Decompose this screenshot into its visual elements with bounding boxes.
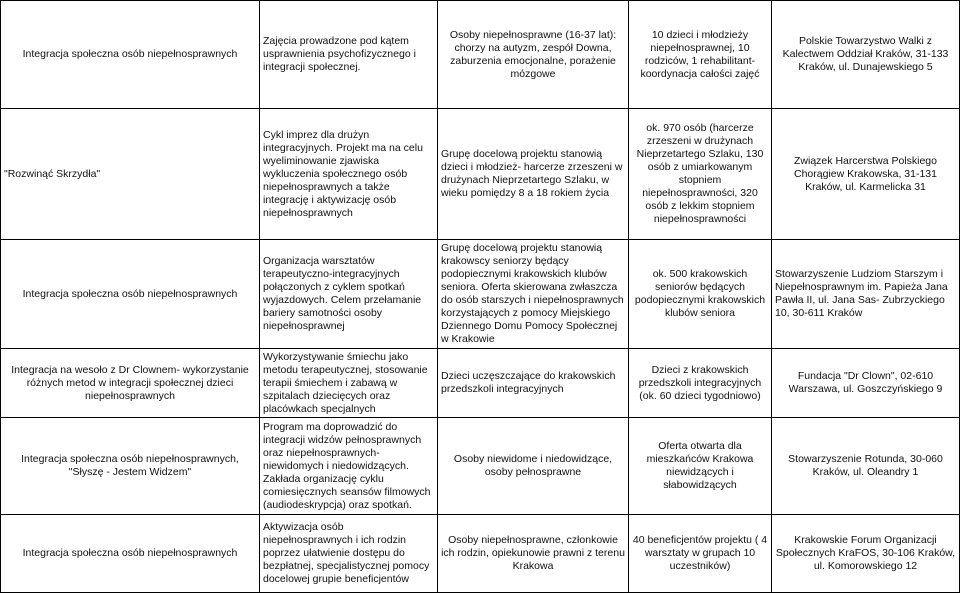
table-row-5-name: Integracja społeczna osób niepełnosprawnych, "Słyszę - Jestem Widzem" (21, 453, 239, 478)
table-row-4-participants: Dzieci z krakowskich przedszkoli integracyjnych (ok. 60 dzieci tygodniowo) (638, 363, 762, 402)
table-row-6-target-group: Osoby niepełnosprawne, członkowie ich rodzin, opiekunowie prawni z terenu Krakowa (441, 534, 625, 572)
table-row-5-target-group: Osoby niewidome i niedowidzące, osoby pełnosprawne (453, 453, 613, 478)
table-row-1-organization: Polskie Towarzystwo Walki z Kalectwem Oddział Kraków, 31-133 Kraków, ul. Dunajewskiego 5 (782, 35, 949, 73)
table-row-6-description: Aktywizacja osób niepełnosprawnych i ich rodzin poprzez ułatwienie dostępu do bezpłatnej, specjalistycznej pomocy docelowej grupie beneficjentów (263, 521, 430, 585)
table-row-1-description: Zajęcia prowadzone pod kątem usprawnienia psychofizycznego i integracji społecznej. (263, 35, 416, 73)
table-row-4-target-group: Dzieci uczęszczające do krakowskich przedszkoli integracyjnych (441, 370, 616, 395)
table-row-6-organization: Krakowskie Forum Organizacji Społecznych KraFOS, 30-106 Kraków, ul. Komorowskiego 12 (775, 534, 956, 572)
table-row-1-target-group: Osoby niepełnosprawne (16-37 lat): chorzy na autyzm, zespół Downa, zaburzenia emocjonalne, porażenie mózgowe (449, 28, 617, 80)
table-row-6-name: Integracja społeczna osób niepełnosprawnych (22, 547, 238, 559)
table-row-2-organization: Związek Harcerstwa Polskiego Chorągiew Krakowska, 31-131 Kraków, ul. Karmelicka 31 (794, 154, 937, 193)
table-row-1-name: Integracja społeczna osób niepełnosprawnych (22, 48, 238, 60)
table-row-2-target-group: Grupę docelową projektu stanowią dzieci i młodzież- harcerze zrzeszeni w drużynach Nieprzetartego Szlaku, w wieku pomiędzy 8 a 18 rokiem życia (441, 148, 623, 199)
table-row-2-description: Cykl imprez dla drużyn integracyjnych. Projekt ma na celu wyeliminowanie zjawiska wykluczenia społecznego osób niepełnosprawnych a także integrację i aktywizację osób niepełnosprawnych (263, 128, 423, 219)
table-row-4-description: Wykorzystywanie śmiechu jako metodu terapeutycznej, stosowanie terapii śmiechem i zabawą w szpitalach dziecięcych oraz placówkach specjalnych (263, 350, 428, 415)
table-row-2-participants: ok. 970 osób (harcerze zrzeszeni w drużynach Nieprzetartego Szlaku, 130 osób z umiarkowanym stopniem niepełnosprawności, 320 osób z lekkim stopniem niepełnosprawności (636, 122, 764, 225)
table-row-4-name: Integracja na wesoło z Dr Clownem- wykorzystanie różnych metod w integracji społecznej dzieci niepełnosprawnych (11, 363, 249, 402)
table-row-3-organization: Stowarzyszenie Ludziom Starszym i Niepełnosprawnym im. Papieża Jana Pawła II, ul. Jana Sas- Zubrzyckiego 10, 30-611 Kraków (775, 268, 948, 319)
table-row-3-participants: ok. 500 krakowskich seniorów będących podopiecznymi krakowskich klubów seniora (634, 268, 766, 319)
table-row-3-description: Organizacja warsztatów terapeutyczno-integracyjnych połączonych z cyklem spotkań wyjazdowych. Celem przełamanie bariery samotności osoby niepełnosprawnej (263, 255, 422, 332)
table-row-2-name: "Rozwinąć Skrzydła" (4, 167, 101, 180)
table-row-5-organization: Stowarzyszenie Rotunda, 30-060 Kraków, ul. Oleandry 1 (788, 453, 943, 478)
table-row-5-participants: Oferta otwarta dla mieszkańców Krakowa niewidzących i słabowidzących (646, 440, 754, 491)
table-row-3-target-group: Grupę docelową projektu stanowią krakowscy seniorzy będący podopiecznymi krakowskich klubów seniora. Oferta skierowana zwłaszcza do osób starszych i niepełnosprawnych korzystających z pomocy Miejskiego Dziennego Domu Pomocy Społecznej w Krakowie (441, 242, 624, 345)
table-row-1-participants: 10 dzieci i młodzieży niepełnosprawnej, 10 rodziców, 1 rehabilitant- koordynacja całości zajęć (640, 28, 760, 80)
table-row-4-organization: Fundacja "Dr Clown", 02-610 Warszawa, ul. Goszczyńskiego 9 (788, 370, 943, 395)
table-row-5-description: Program ma doprowadzić do integracji widzów pełnosprawnych oraz niepełnosprawnych- niewidomych i niedowidzących. Zakłada organizację cyklu comiesięcznych seansów filmowych (audiodeskrypcja) oraz spotkań. (263, 420, 431, 511)
table-row-6-participants: 40 beneficjentów projektu ( 4 warsztaty w grupach 10 uczestników) (632, 534, 768, 572)
table-row-3-name: Integracja społeczna osób niepełnosprawnych (22, 287, 238, 300)
